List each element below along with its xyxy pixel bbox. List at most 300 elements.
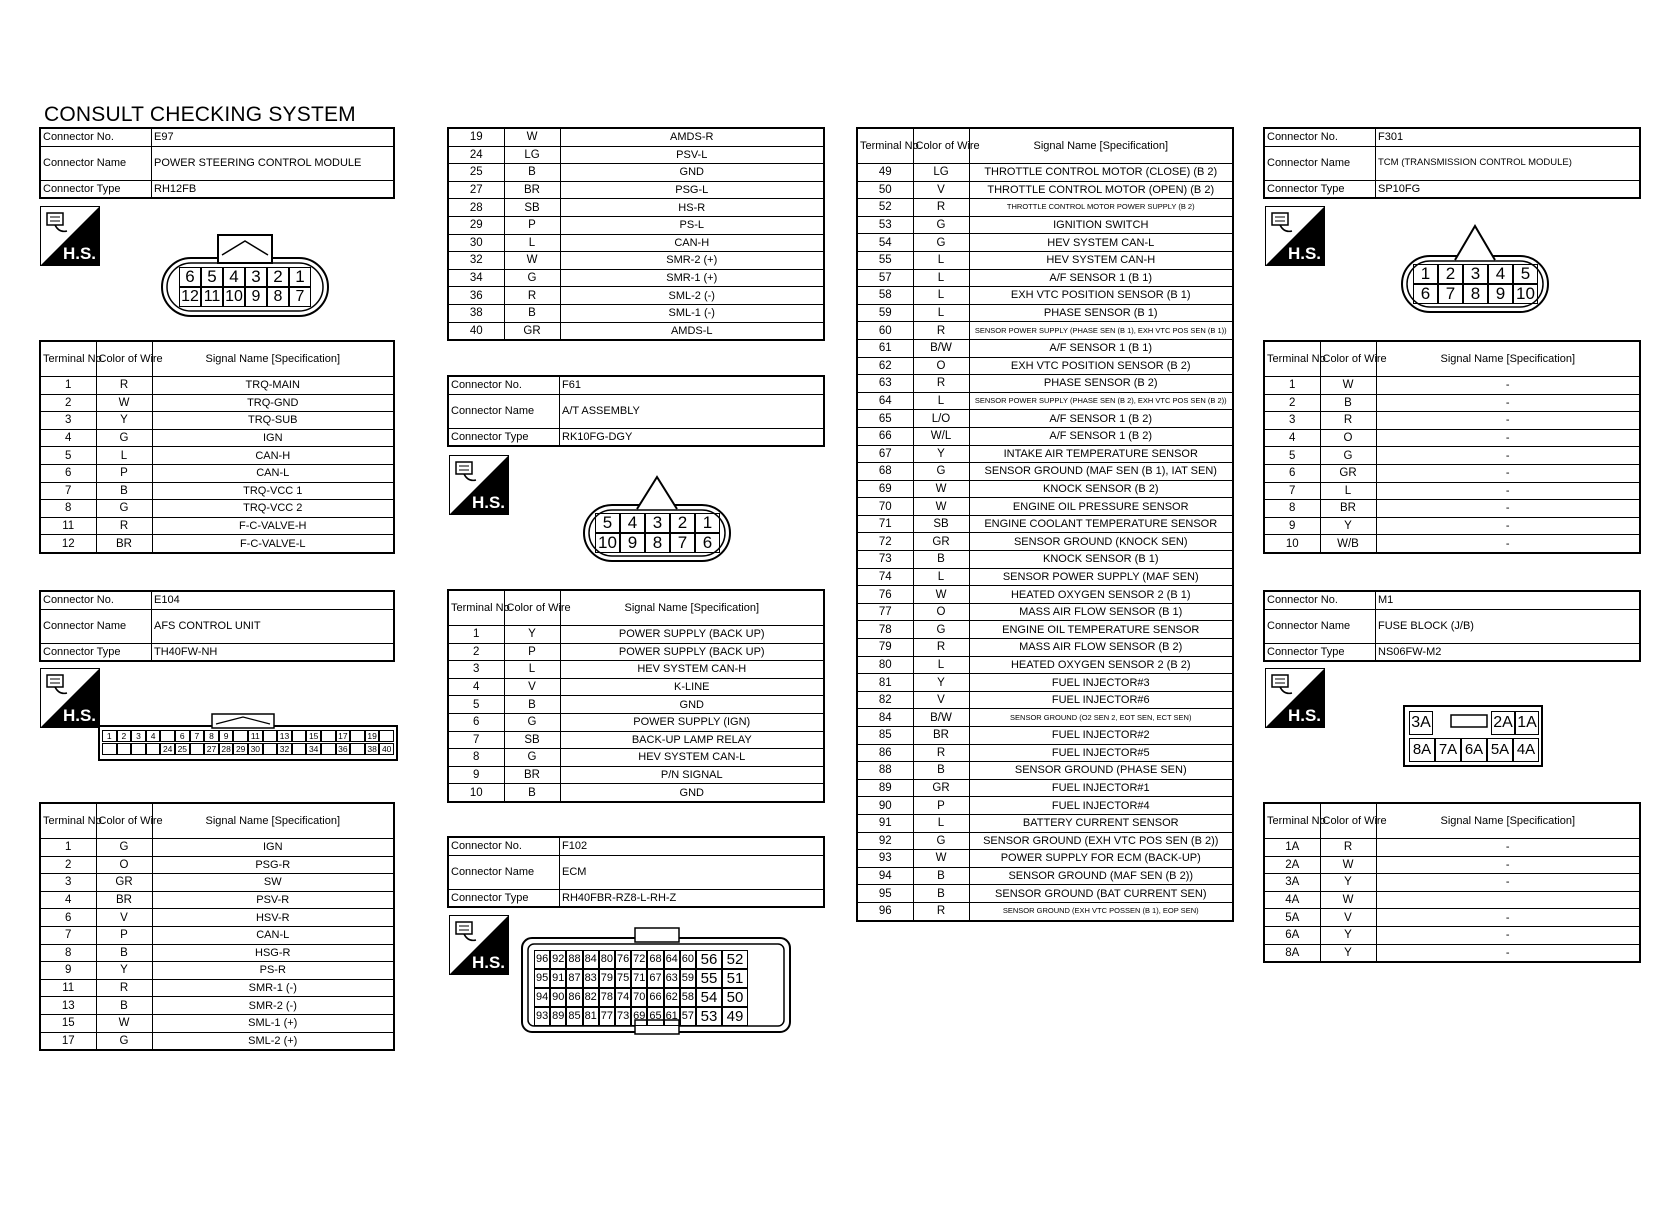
pin-cell: 28 (219, 743, 234, 755)
table-row (857, 762, 1233, 780)
pin-cell: 24 (160, 743, 175, 755)
table-row (40, 1032, 394, 1050)
wire-color: W (1320, 891, 1376, 909)
table-row (448, 766, 824, 784)
terminal-no: 40 (448, 322, 504, 340)
pin-cell: 6 (1413, 284, 1438, 304)
f61-connector-info (447, 375, 825, 447)
terminal-no: 32 (448, 252, 504, 270)
signal-name: A/F SENSOR 1 (B 1) (969, 269, 1233, 287)
pin-cell: 2A (1491, 711, 1515, 735)
table-row (857, 727, 1233, 745)
wire-color: O (913, 603, 969, 621)
pin-cell: 1A (1515, 711, 1539, 735)
wire-color: L (504, 234, 560, 252)
table-row (857, 375, 1233, 393)
signal-name: SMR-2 (-) (152, 997, 394, 1015)
table-row (857, 551, 1233, 569)
pin-cell: 10 (223, 287, 245, 307)
pin-cell: 68 (647, 950, 663, 969)
signal-name: - (1376, 464, 1640, 482)
terminal-no: 2 (448, 643, 504, 661)
pin-cell (117, 743, 132, 755)
pin-cell: 6 (175, 730, 190, 742)
wire-color: R (96, 979, 152, 997)
pin-cell: 95 (534, 969, 550, 988)
terminal-no: 65 (857, 410, 913, 428)
terminal-no: 69 (857, 480, 913, 498)
signal-name: AMDS-L (560, 322, 824, 340)
info-label: Connector Type (40, 180, 152, 198)
wire-color: G (504, 749, 560, 767)
table-row (448, 128, 824, 146)
harness-side-label: H.S. (62, 244, 96, 263)
table-row (857, 850, 1233, 868)
terminal-no: 3 (40, 874, 96, 892)
connector-no: M1 (1376, 591, 1641, 609)
terminal-no: 10 (1264, 535, 1320, 553)
wire-color: G (913, 216, 969, 234)
harness-side-icon (449, 455, 509, 515)
pin-cell: 63 (664, 969, 680, 988)
wire-color: B (96, 482, 152, 500)
pin-cell: 54 (696, 988, 722, 1007)
pin-cell: 8 (645, 533, 670, 553)
terminal-no: 7 (1264, 482, 1320, 500)
pin-cell: 65 (647, 1007, 663, 1026)
pin-cell: 1 (102, 730, 117, 742)
info-label: Connector No. (448, 376, 560, 394)
table-row (857, 445, 1233, 463)
harness-side-label: H.S. (1287, 706, 1321, 725)
wire-color: P (96, 926, 152, 944)
wire-color: V (504, 678, 560, 696)
pin-cell: 74 (615, 988, 631, 1007)
terminal-no: 6 (40, 909, 96, 927)
pin-cell: 8 (1463, 284, 1488, 304)
info-label: Connector Type (448, 889, 560, 907)
table-row (1264, 856, 1640, 874)
wire-color: B (1320, 394, 1376, 412)
table-row (448, 731, 824, 749)
pin-cell: 3A (1409, 711, 1433, 735)
table-row (448, 304, 824, 322)
pin-cell (350, 743, 365, 755)
table-row (857, 357, 1233, 375)
terminal-no: 60 (857, 322, 913, 340)
terminal-no: 76 (857, 586, 913, 604)
pin-cell: 75 (615, 969, 631, 988)
wire-color: B (504, 304, 560, 322)
info-label: Connector Name (40, 146, 152, 180)
pin-cell (146, 743, 161, 755)
terminal-no: 3 (448, 661, 504, 679)
table-row (1264, 839, 1640, 857)
e97-pin-table (39, 340, 395, 554)
terminal-no: 2A (1264, 856, 1320, 874)
pin-cell: 80 (599, 950, 615, 969)
signal-name: - (1376, 535, 1640, 553)
wire-color: V (913, 181, 969, 199)
pin-cell (263, 730, 278, 742)
pin-cell (131, 743, 146, 755)
table-row (1264, 429, 1640, 447)
table-row (857, 234, 1233, 252)
wire-color: Y (1320, 874, 1376, 892)
terminal-no: 70 (857, 498, 913, 516)
table-row (40, 412, 394, 430)
connector-type: RK10FG-DGY (560, 428, 825, 446)
wire-color: L (913, 392, 969, 410)
pin-cell: 52 (722, 950, 748, 969)
e104-pin-table (39, 802, 395, 1051)
signal-name: - (1376, 874, 1640, 892)
signal-name: POWER SUPPLY FOR ECM (BACK-UP) (969, 850, 1233, 868)
signal-name: SML-2 (+) (152, 1032, 394, 1050)
harness-side-icon (40, 668, 100, 728)
pin-cell (263, 743, 278, 755)
wire-color: W (913, 498, 969, 516)
e97-connector-info (39, 127, 395, 199)
terminal-no: 4 (40, 891, 96, 909)
signal-name: CAN-H (560, 234, 824, 252)
pin-cell: 8 (204, 730, 219, 742)
table-row (857, 674, 1233, 692)
signal-name: PSG-R (152, 856, 394, 874)
pin-cell: 13 (277, 730, 292, 742)
wire-color: W/L (913, 427, 969, 445)
pin-cell: 3 (645, 513, 670, 533)
table-row (857, 498, 1233, 516)
connector-name: POWER STEERING CONTROL MODULE (152, 146, 395, 180)
wire-color: L (913, 251, 969, 269)
pin-cell: 93 (534, 1007, 550, 1026)
wire-color: GR (504, 322, 560, 340)
signal-name: SENSOR POWER SUPPLY (MAF SEN) (969, 568, 1233, 586)
info-label: Connector No. (1264, 128, 1376, 146)
pin-cell: 86 (566, 988, 582, 1007)
terminal-no: 28 (448, 199, 504, 217)
signal-name: TRQ-MAIN (152, 377, 394, 395)
table-row (40, 429, 394, 447)
signal-name: HEV SYSTEM CAN-H (969, 251, 1233, 269)
table-row (857, 656, 1233, 674)
terminal-no: 72 (857, 533, 913, 551)
connector-name: ECM (560, 855, 825, 889)
table-row (448, 216, 824, 234)
signal-name: SENSOR GROUND (MAF SEN (B 2)) (969, 867, 1233, 885)
pin-cell: 55 (696, 969, 722, 988)
wire-color: P (504, 216, 560, 234)
table-row (857, 691, 1233, 709)
table-row (448, 713, 824, 731)
table-row (857, 410, 1233, 428)
pin-cell: 89 (550, 1007, 566, 1026)
signal-name: F-C-VALVE-H (152, 517, 394, 535)
terminal-no: 5 (1264, 447, 1320, 465)
signal-name: FUEL INJECTOR#1 (969, 779, 1233, 797)
table-row (857, 867, 1233, 885)
signal-name: ENGINE COOLANT TEMPERATURE SENSOR (969, 515, 1233, 533)
e97-connector-diagram (160, 233, 330, 319)
pin-cell: 10 (1513, 284, 1538, 304)
table-row (1264, 394, 1640, 412)
terminal-no: 53 (857, 216, 913, 234)
info-label: Connector Name (448, 855, 560, 889)
pin-cell: 34 (306, 743, 321, 755)
signal-name: - (1376, 500, 1640, 518)
wire-color: SB (913, 515, 969, 533)
pin-cell: 94 (534, 988, 550, 1007)
wire-color: L (913, 568, 969, 586)
wire-color: L (96, 447, 152, 465)
table-row (1264, 944, 1640, 962)
signal-name: PHASE SENSOR (B 1) (969, 304, 1233, 322)
terminal-no: 64 (857, 392, 913, 410)
table-row (1264, 377, 1640, 395)
table-row (857, 568, 1233, 586)
terminal-no: 84 (857, 709, 913, 727)
header-terminal: Terminal No. (857, 128, 913, 164)
table-row (857, 427, 1233, 445)
table-row (857, 797, 1233, 815)
terminal-no: 7 (40, 926, 96, 944)
pin-cell: 85 (566, 1007, 582, 1026)
table-row (857, 480, 1233, 498)
table-row (40, 944, 394, 962)
pin-cell (321, 730, 336, 742)
wire-color: LG (913, 164, 969, 182)
wire-color: L (504, 661, 560, 679)
wire-color: B (504, 784, 560, 802)
wire-color: Y (913, 445, 969, 463)
terminal-no: 62 (857, 357, 913, 375)
terminal-no: 4 (1264, 429, 1320, 447)
terminal-no: 58 (857, 287, 913, 305)
signal-name: GND (560, 164, 824, 182)
signal-name: - (1376, 429, 1640, 447)
pin-cell: 6 (695, 533, 720, 553)
info-label: Connector Type (1264, 180, 1376, 198)
signal-name: SW (152, 874, 394, 892)
pin-cell: 27 (204, 743, 219, 755)
wire-color: R (913, 375, 969, 393)
signal-name: A/F SENSOR 1 (B 2) (969, 427, 1233, 445)
terminal-no: 5 (448, 696, 504, 714)
terminal-no: 36 (448, 287, 504, 305)
connector-type: RH40FBR-RZ8-L-RH-Z (560, 889, 825, 907)
signal-name: CAN-H (152, 447, 394, 465)
wire-color: W/B (1320, 535, 1376, 553)
terminal-no: 49 (857, 164, 913, 182)
signal-name: - (1376, 839, 1640, 857)
pin-cell: 69 (631, 1007, 647, 1026)
header-signal: Signal Name [Specification] (1376, 341, 1640, 377)
table-row (1264, 447, 1640, 465)
signal-name: A/F SENSOR 1 (B 1) (969, 339, 1233, 357)
pin-cell: 1 (289, 267, 311, 287)
terminal-no: 15 (40, 1014, 96, 1032)
terminal-no: 17 (40, 1032, 96, 1050)
pin-cell: 2 (117, 730, 132, 742)
wire-color: B (913, 551, 969, 569)
pin-cell: 9 (219, 730, 234, 742)
table-row (40, 535, 394, 553)
pin-cell: 2 (267, 267, 289, 287)
wire-color: G (913, 832, 969, 850)
terminal-no: 8 (448, 749, 504, 767)
signal-name: BACK-UP LAMP RELAY (560, 731, 824, 749)
terminal-no: 3A (1264, 874, 1320, 892)
table-row (1264, 482, 1640, 500)
table-row (40, 447, 394, 465)
pin-cell: 60 (680, 950, 696, 969)
pin-cell: 1 (695, 513, 720, 533)
table-row (40, 482, 394, 500)
wire-color: W (913, 480, 969, 498)
terminal-no: 88 (857, 762, 913, 780)
table-row (40, 394, 394, 412)
table-row (448, 234, 824, 252)
terminal-no: 2 (40, 856, 96, 874)
info-label: Connector No. (40, 591, 152, 609)
connector-type: SP10FG (1376, 180, 1641, 198)
wire-color: BR (913, 727, 969, 745)
e104-connector-diagram (98, 712, 398, 762)
table-row (448, 252, 824, 270)
terminal-no: 8 (1264, 500, 1320, 518)
table-row (1264, 926, 1640, 944)
table-row (448, 661, 824, 679)
table-row (857, 779, 1233, 797)
signal-name: - (1376, 944, 1640, 962)
terminal-no: 68 (857, 463, 913, 481)
wire-color: Y (96, 962, 152, 980)
pin-cell: 2 (1438, 264, 1463, 284)
wire-color: P (96, 464, 152, 482)
pin-cell: 73 (615, 1007, 631, 1026)
wire-color: V (96, 909, 152, 927)
pin-cell: 5A (1487, 738, 1513, 762)
wire-color: W (913, 850, 969, 868)
terminal-no: 91 (857, 814, 913, 832)
terminal-no: 6A (1264, 926, 1320, 944)
table-row (1264, 909, 1640, 927)
signal-name: HEATED OXYGEN SENSOR 2 (B 1) (969, 586, 1233, 604)
signal-name: GND (560, 696, 824, 714)
table-row (40, 856, 394, 874)
signal-name: P/N SIGNAL (560, 766, 824, 784)
terminal-no: 6 (448, 713, 504, 731)
signal-name: HEV SYSTEM CAN-L (560, 749, 824, 767)
harness-side-label: H.S. (471, 493, 505, 512)
terminal-no: 93 (857, 850, 913, 868)
signal-name: TRQ-VCC 2 (152, 500, 394, 518)
table-row (448, 678, 824, 696)
terminal-no: 55 (857, 251, 913, 269)
terminal-no: 7 (448, 731, 504, 749)
signal-name: SML-1 (-) (560, 304, 824, 322)
terminal-no: 29 (448, 216, 504, 234)
pin-cell: 6A (1461, 738, 1487, 762)
terminal-no: 86 (857, 744, 913, 762)
f301-connector-diagram (1400, 222, 1550, 314)
table-row (448, 784, 824, 802)
signal-name: SML-1 (+) (152, 1014, 394, 1032)
pin-cell: 70 (631, 988, 647, 1007)
table-row (448, 643, 824, 661)
terminal-no: 89 (857, 779, 913, 797)
signal-name: HEV SYSTEM CAN-L (969, 234, 1233, 252)
info-label: Connector Name (1264, 609, 1376, 643)
table-row (857, 181, 1233, 199)
wire-color: P (913, 797, 969, 815)
table-row (857, 304, 1233, 322)
pin-cell (321, 743, 336, 755)
signal-name: HSV-R (152, 909, 394, 927)
page-title: CONSULT CHECKING SYSTEM (44, 103, 356, 126)
table-row (857, 339, 1233, 357)
terminal-no: 90 (857, 797, 913, 815)
terminal-no: 27 (448, 181, 504, 199)
pin-cell: 81 (583, 1007, 599, 1026)
wire-color: B/W (913, 709, 969, 727)
table-row (40, 997, 394, 1015)
pin-cell: 8 (267, 287, 289, 307)
connector-no: F61 (560, 376, 825, 394)
pin-cell: 59 (680, 969, 696, 988)
f102-connector-info (447, 836, 825, 908)
header-signal: Signal Name [Specification] (969, 128, 1233, 164)
terminal-no: 2 (40, 394, 96, 412)
signal-name: PSV-L (560, 146, 824, 164)
table-row (857, 322, 1233, 340)
wire-color: V (913, 691, 969, 709)
info-label: Connector Name (40, 609, 152, 643)
f102-connector-diagram (520, 924, 792, 1036)
pin-cell: 4 (620, 513, 645, 533)
pin-cell: 51 (722, 969, 748, 988)
e104-pin-table-continued (447, 127, 825, 341)
info-label: Connector No. (40, 128, 152, 146)
pin-cell: 32 (277, 743, 292, 755)
table-row (40, 909, 394, 927)
wire-color: W (1320, 856, 1376, 874)
pin-cell (292, 743, 307, 755)
signal-name: SENSOR GROUND (PHASE SEN) (969, 762, 1233, 780)
wire-color: R (96, 517, 152, 535)
signal-name: K-LINE (560, 678, 824, 696)
terminal-no: 52 (857, 199, 913, 217)
table-row (40, 874, 394, 892)
terminal-no: 59 (857, 304, 913, 322)
table-row (857, 709, 1233, 727)
f61-connector-diagram (582, 473, 732, 563)
pin-cell: 72 (631, 950, 647, 969)
header-signal: Signal Name [Specification] (560, 590, 824, 626)
pin-cell: 38 (365, 743, 380, 755)
pin-cell: 3 (1463, 264, 1488, 284)
signal-name: KNOCK SENSOR (B 2) (969, 480, 1233, 498)
wire-color: G (504, 269, 560, 287)
terminal-no: 92 (857, 832, 913, 850)
terminal-no: 38 (448, 304, 504, 322)
wire-color: Y (1320, 926, 1376, 944)
signal-name: A/F SENSOR 1 (B 2) (969, 410, 1233, 428)
pin-cell: 7 (289, 287, 311, 307)
terminal-no: 6 (40, 464, 96, 482)
pin-cell: 5 (595, 513, 620, 533)
